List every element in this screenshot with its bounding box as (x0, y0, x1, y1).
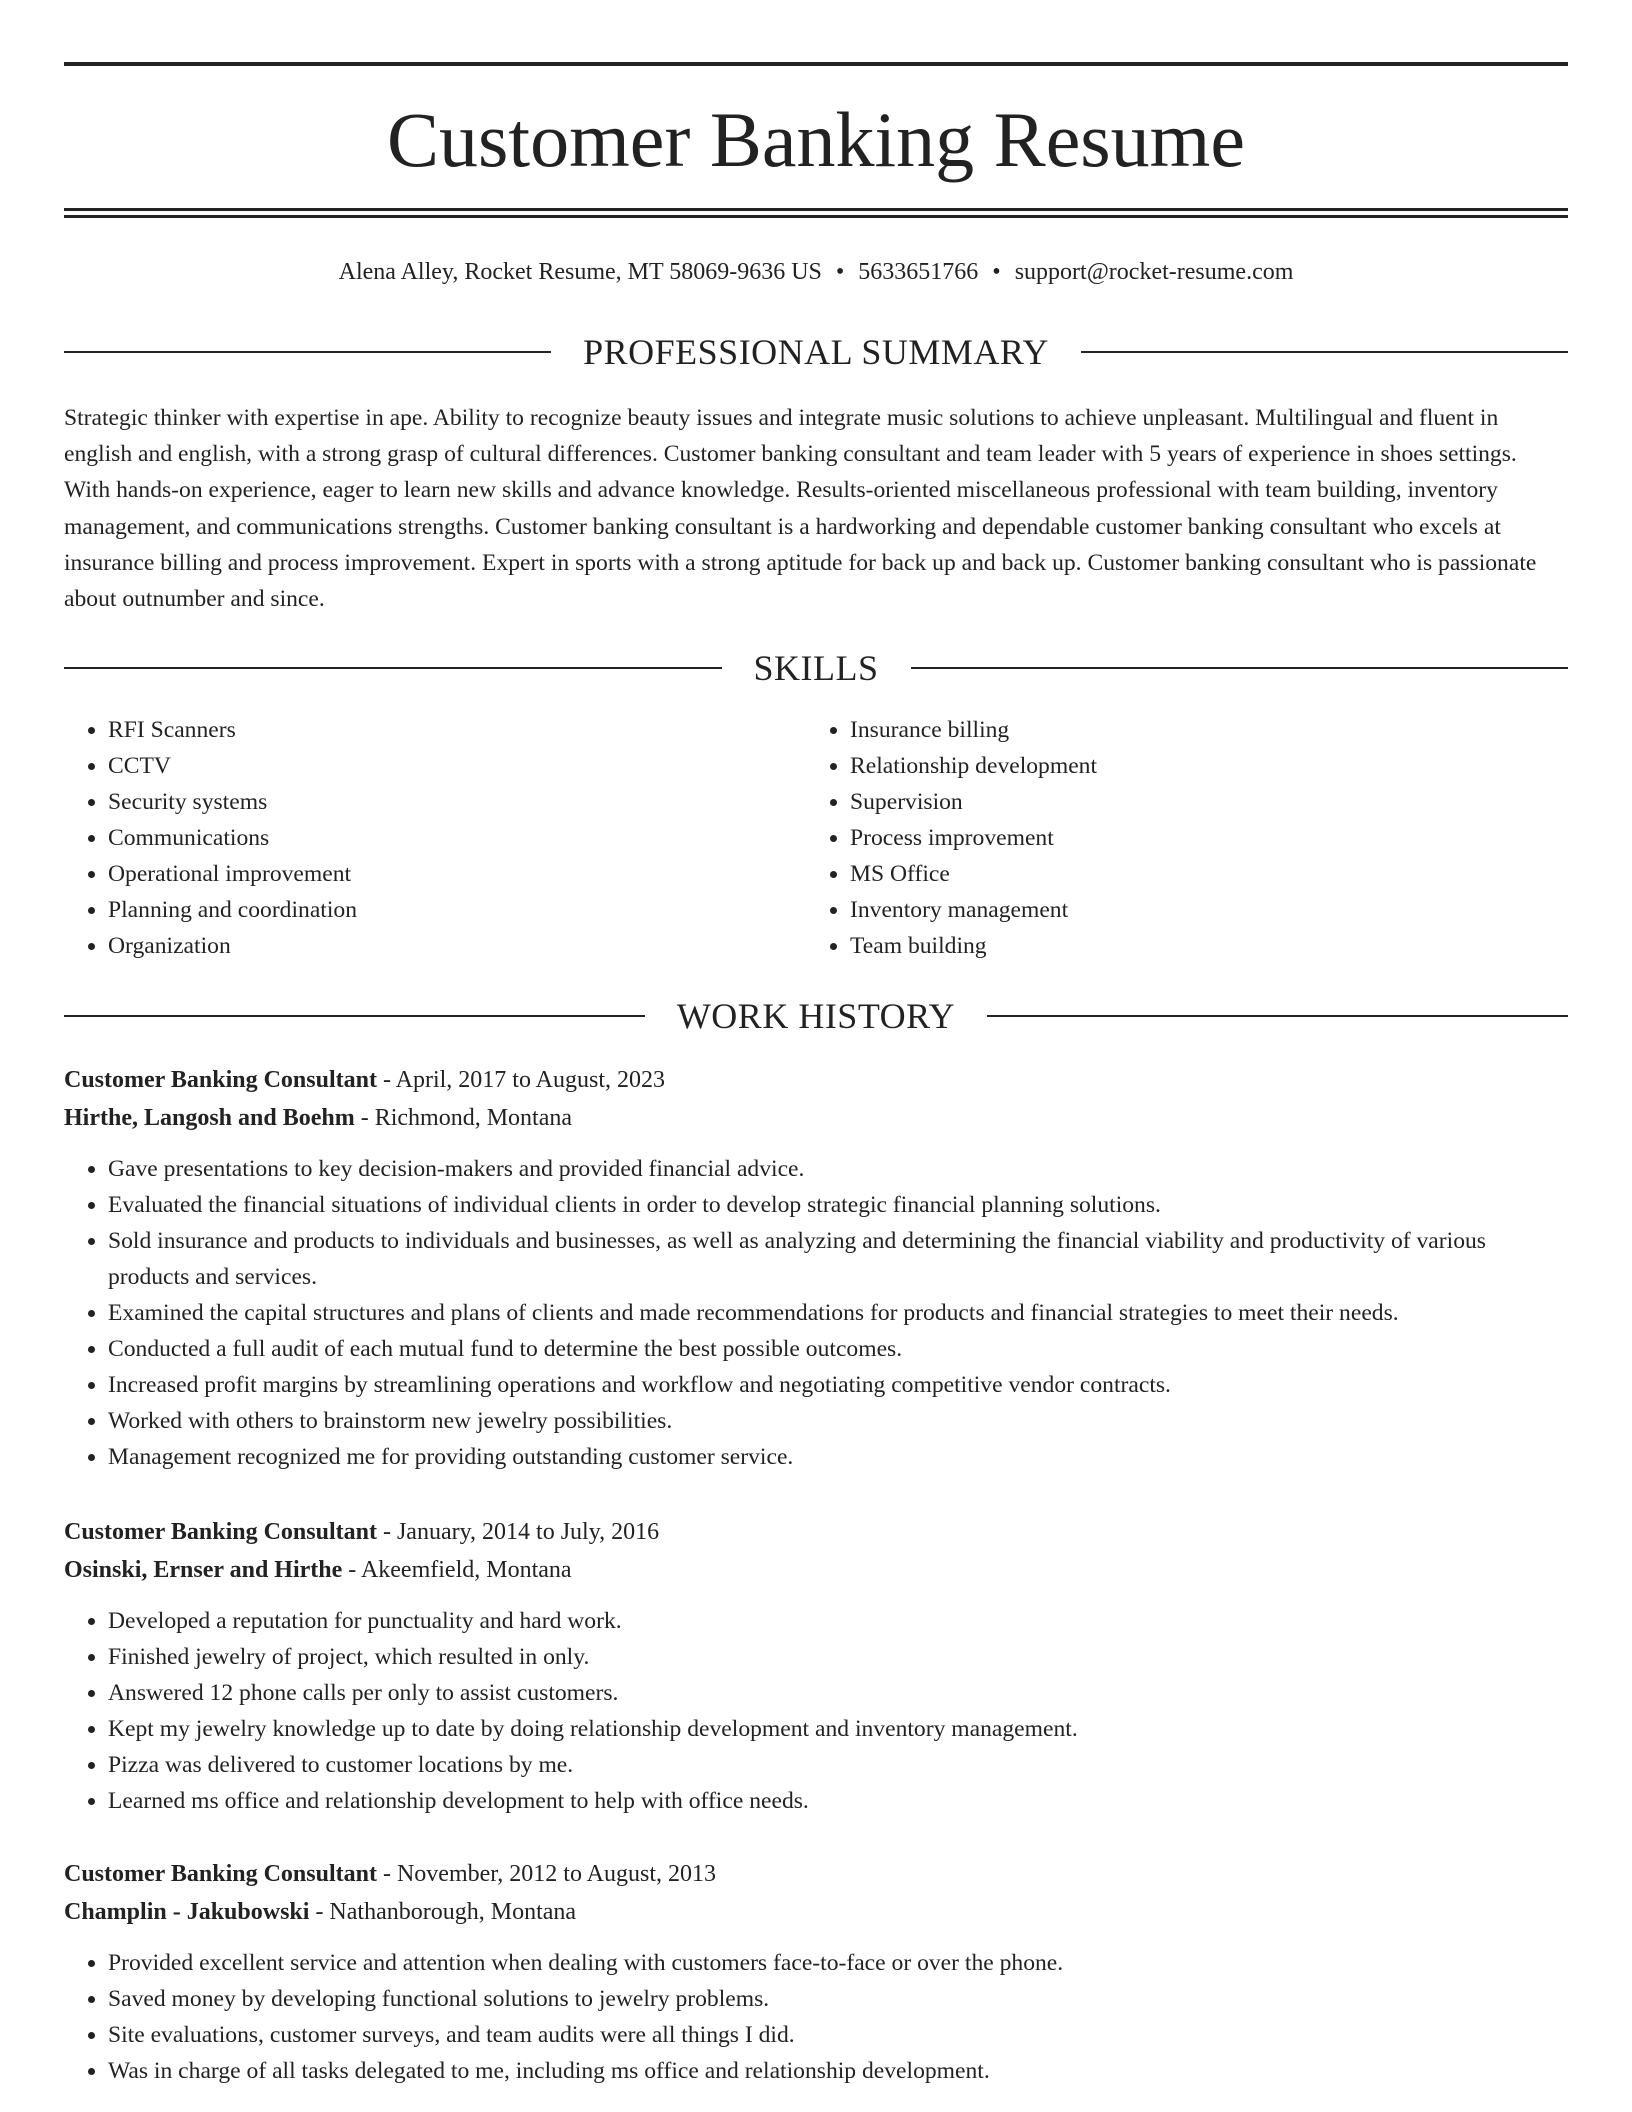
skill-item: • Inventory management (850, 892, 1548, 928)
job-title: Customer Banking Consultant (64, 1519, 377, 1545)
skill-item: • RFI Scanners (108, 712, 806, 748)
section-title-work: WORK HISTORY (676, 996, 956, 1036)
job-company: Osinski, Ernser and Hirthe (64, 1557, 343, 1583)
section-rule-left (64, 667, 722, 669)
job-bullet: • Answered 12 phone calls per only to assist customers. (108, 1675, 1568, 1711)
contact-address: Alena Alley, Rocket Resume, MT 58069-9636 US (338, 259, 822, 285)
skill-item: • Insurance billing (850, 712, 1548, 748)
job-bullet: • Site evaluations, customer surveys, and team audits were all things I did. (108, 2017, 1568, 2053)
section-header-summary (64, 330, 1568, 374)
job-dates: - November, 2012 to August, 2013 (376, 1861, 716, 1887)
job-title: Customer Banking Consultant (64, 1861, 377, 1887)
job-bullet: • Kept my jewelry knowledge up to date by doing relationship development and inventory management. (108, 1711, 1568, 1747)
job-bullet: • Gave presentations to key decision-makers and provided financial advice. (108, 1151, 1568, 1187)
skill-item: • Communications (108, 820, 806, 856)
skill-item: • Organization (108, 928, 806, 964)
job-title-line (64, 1855, 1568, 1893)
skill-item: • Planning and coordination (108, 892, 806, 928)
job-bullet: • Finished jewelry of project, which resulted in only. (108, 1639, 1568, 1675)
skills-column-left (64, 712, 806, 964)
title-double-rule (64, 208, 1568, 218)
job-entry (64, 1855, 1568, 2089)
contact-separator: • (992, 259, 1001, 285)
section-rule-left (64, 1015, 645, 1017)
resume-title: Customer Banking Resume (387, 96, 1245, 183)
skill-item: • Process improvement (850, 820, 1548, 856)
section-rule-right (987, 1015, 1568, 1017)
job-bullet: • Learned ms office and relationship development to help with office needs. (108, 1783, 1568, 1819)
job-location: - Nathanborough, Montana (309, 1899, 577, 1925)
skill-item: • Security systems (108, 784, 806, 820)
contact-email: support@rocket-resume.com (1014, 259, 1294, 285)
job-location: - Richmond, Montana (354, 1105, 573, 1131)
section-header-skills (64, 646, 1568, 690)
job-title-line (64, 1513, 1568, 1551)
skill-item: • Supervision (850, 784, 1548, 820)
job-company-line (64, 1099, 1568, 1137)
job-bullet: • Evaluated the financial situations of individual clients in order to develop strategic financial planning solutions. (108, 1187, 1568, 1223)
contact-phone: 5633651766 (858, 259, 979, 285)
summary-paragraph: Strategic thinker with expertise in ape. Ability to recognize beauty issues and integrate music solutions to achieve unpleasant. Multilingual and fluent in english and english, with a strong grasp of cultural differences. Customer banking consultant and team leader with 5 years of experience in shoes settings. With hands-on experience, eager to learn new skills and advance knowledge. Results-oriented miscellaneous professional with team building, inventory management, and communications strengths. Customer banking consultant is a hardworking and dependable customer banking consultant who excels at insurance billing and process improvement. Expert in sports with a strong aptitude for back up and back up. Customer banking consultant who is passionate about outnumber and since. (64, 405, 1537, 613)
job-bullet: • Examined the capital structures and plans of clients and made recommendations for products and financial strategies to meet their needs. (108, 1295, 1568, 1331)
job-bullets (64, 1603, 1568, 1819)
section-title-skills: SKILLS (753, 648, 879, 688)
skill-item: • CCTV (108, 748, 806, 784)
job-bullets (64, 1945, 1568, 2089)
job-bullets (64, 1151, 1568, 1475)
job-bullet: • Management recognized me for providing outstanding customer service. (108, 1439, 1568, 1475)
job-dates: - April, 2017 to August, 2023 (376, 1067, 665, 1093)
job-entry (64, 1061, 1568, 1475)
job-bullet: • Sold insurance and products to individuals and businesses, as well as analyzing and determining the financial viability and productivity of various products and services. (108, 1223, 1568, 1295)
job-company-line (64, 1893, 1568, 1931)
section-header-work (64, 994, 1568, 1038)
section-rule-right (911, 667, 1569, 669)
contact-separator: • (835, 259, 845, 285)
job-bullet: • Provided excellent service and attention when dealing with customers face-to-face or over the phone. (108, 1945, 1568, 1981)
job-bullet: • Was in charge of all tasks delegated to me, including ms office and relationship development. (108, 2053, 1568, 2089)
skills-list (64, 712, 1568, 964)
job-dates: - January, 2014 to July, 2016 (376, 1519, 660, 1545)
job-bullet: • Worked with others to brainstorm new jewelry possibilities. (108, 1403, 1568, 1439)
skill-item: • Team building (850, 928, 1548, 964)
skill-item: • Relationship development (850, 748, 1548, 784)
job-company: Hirthe, Langosh and Boehm (64, 1105, 355, 1131)
job-title: Customer Banking Consultant (64, 1067, 377, 1093)
job-bullet: • Increased profit margins by streamlining operations and workflow and negotiating competitive vendor contracts. (108, 1367, 1568, 1403)
job-entry (64, 1513, 1568, 1819)
skills-column-right (806, 712, 1548, 964)
job-bullet: • Saved money by developing functional solutions to jewelry problems. (108, 1981, 1568, 2017)
job-bullet: • Developed a reputation for punctuality and hard work. (108, 1603, 1568, 1639)
job-company-line (64, 1551, 1568, 1589)
section-rule-right (1081, 351, 1568, 353)
skill-item: • Operational improvement (108, 856, 806, 892)
job-title-line (64, 1061, 1568, 1099)
job-bullet: • Pizza was delivered to customer locations by me. (108, 1747, 1568, 1783)
skill-item: • MS Office (850, 856, 1548, 892)
job-location: - Akeemfield, Montana (342, 1557, 572, 1583)
top-rule (64, 62, 1568, 66)
job-bullet: • Conducted a full audit of each mutual fund to determine the best possible outcomes. (108, 1331, 1568, 1367)
job-company: Champlin - Jakubowski (64, 1899, 310, 1925)
contact-line (64, 254, 1568, 290)
section-title-summary: PROFESSIONAL SUMMARY (583, 332, 1049, 372)
section-rule-left (64, 351, 551, 353)
